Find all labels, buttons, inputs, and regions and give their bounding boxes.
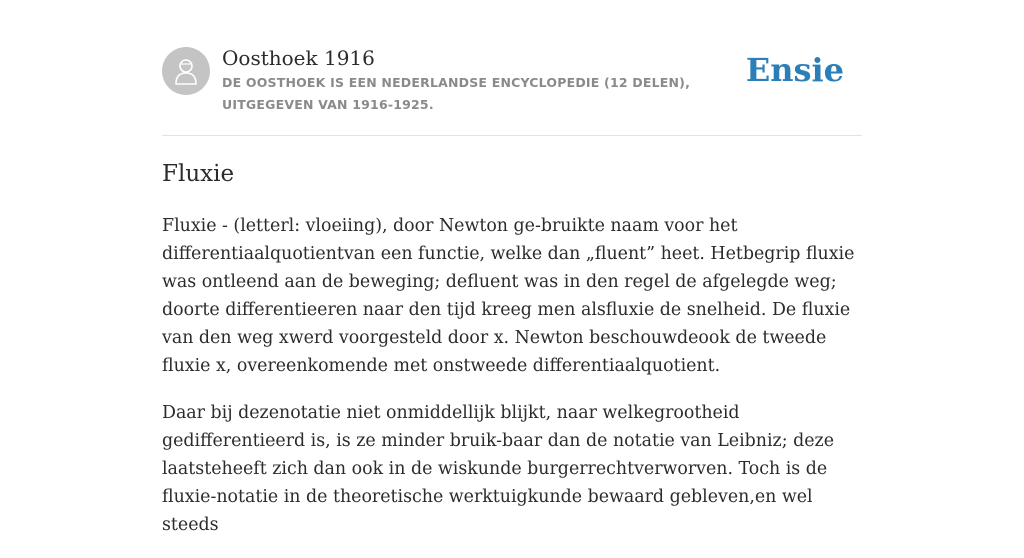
source-header — [162, 45, 862, 136]
source-title[interactable]: Oosthoek 1916 — [222, 46, 375, 70]
brand-logo[interactable]: Ensie — [745, 51, 844, 89]
article-paragraph: Fluxie - (letterl: vloeiing), door Newton ge-bruikte naam voor het differentiaalquotientvan een functie, welke dan „fluent” heet. Hetbegrip fluxie was ontleend aan de beweging; defluent was in den regel de afgelegde weg; doorte differentieeren naar den tijd kreeg men alsfluxie de snelheid. De fluxie van den weg xwerd voorgesteld door x. Newton beschouwdeook de tweede fluxie x, overeenkomende met onstweede differentiaalquotient. — [162, 216, 855, 376]
source-description: DE OOSTHOEK IS EEN NEDERLANDSE ENCYCLOPEDIE (12 DELEN), UITGEGEVEN VAN 1916-1925. — [222, 75, 691, 112]
article-body — [162, 212, 866, 558]
user-icon — [172, 56, 200, 86]
article-paragraph: Daar bij dezenotatie niet onmiddellijk blijkt, naar welkegrootheid gedifferentieerd is, is ze minder bruik-baar dan de notatie van Leibniz; deze laatsteheeft zich dan ook in de wiskunde burgerrechtverworven. Toch is de fluxie-notatie in de theoretische werktuigkunde bewaard gebleven,en wel steeds — [162, 403, 834, 535]
avatar[interactable] — [162, 47, 210, 95]
page-title: Fluxie — [162, 161, 235, 187]
